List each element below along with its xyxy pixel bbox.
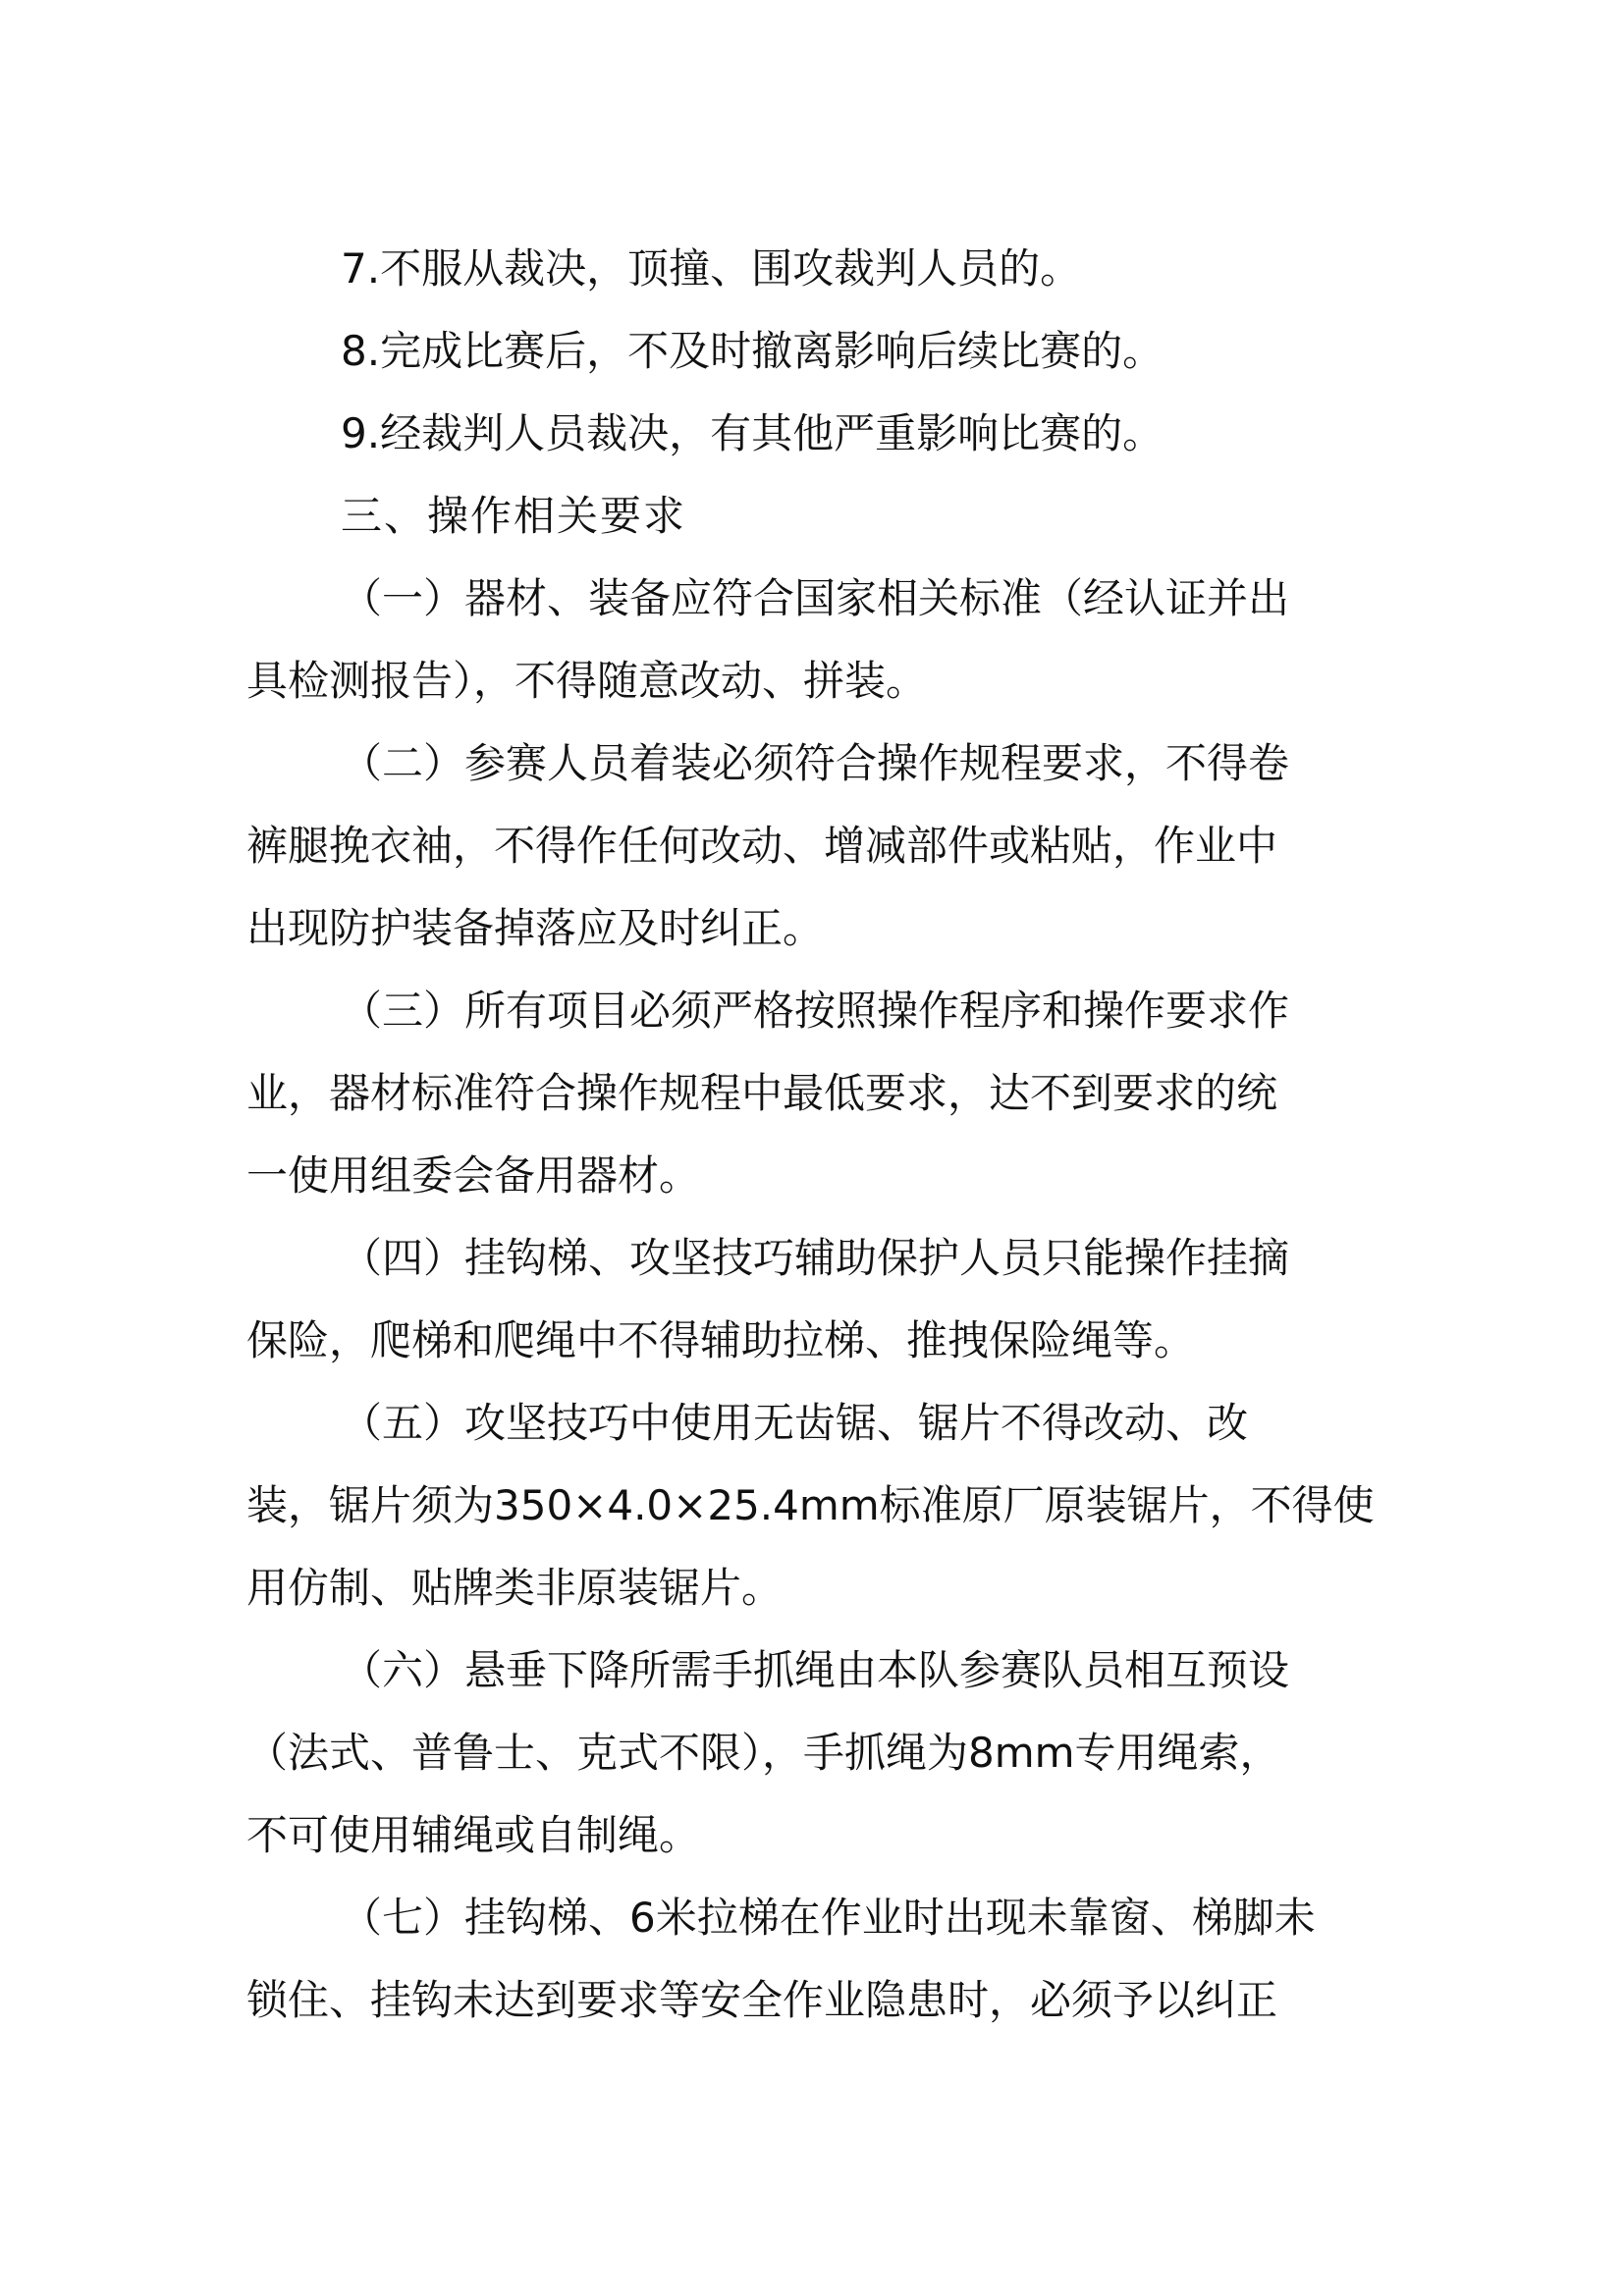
paragraph-4 [246, 1217, 1385, 1382]
paragraph-line: （四）挂钩梯、攻坚技巧辅助保护人员只能操作挂摘 [341, 1234, 1290, 1282]
paragraph-2 [246, 722, 1385, 970]
paragraph-line: （六）悬垂下降所需手抓绳由本队参赛队员相互预设 [341, 1646, 1290, 1694]
paragraph-6 [246, 1629, 1385, 1877]
paragraph-5 [246, 1382, 1385, 1629]
paragraph-line: （三）所有项目必须严格按照操作程序和操作要求作 [341, 987, 1290, 1035]
list-item-9: 9.经裁判人员裁决，有其他严重影响比赛的。 [341, 409, 1164, 457]
document-body [246, 228, 1385, 2042]
paragraph-3 [246, 970, 1385, 1217]
list-item-7: 7.不服从裁决，顶撞、围攻裁判人员的。 [341, 244, 1082, 293]
section-heading: 三、操作相关要求 [341, 492, 687, 540]
list-item-8: 8.完成比赛后，不及时撤离影响后续比赛的。 [341, 327, 1164, 375]
paragraph-line: 锁住、挂钩未达到要求等安全作业隐患时，必须予以纠正 [246, 1976, 1278, 2024]
paragraph-line: 具检测报告），不得随意改动、拼装。 [246, 657, 928, 705]
paragraph-line: （一）器材、装备应符合国家相关标准（经认证并出 [341, 574, 1290, 622]
paragraph-line: 出现防护装备掉落应及时纠正。 [246, 904, 825, 952]
paragraph-line: （法式、普鲁士、克式不限），手抓绳为8mm专用绳索， [246, 1729, 1281, 1777]
paragraph-line: （七）挂钩梯、6米拉梯在作业时出现未靠窗、梯脚未 [341, 1894, 1316, 1942]
paragraph-line: 装，锯片须为350×4.0×25.4mm标准原厂原装锯片，不得使 [246, 1481, 1375, 1529]
paragraph-line: 用仿制、贴牌类非原装锯片。 [246, 1564, 784, 1612]
paragraph-1 [246, 558, 1385, 722]
paragraph-7 [246, 1877, 1385, 2042]
paragraph-line: 保险，爬梯和爬绳中不得辅助拉梯、推拽保险绳等。 [246, 1316, 1196, 1364]
paragraph-line: （二）参赛人员着装必须符合操作规程要求，不得卷 [341, 739, 1290, 787]
paragraph-line: 业，器材标准符合操作规程中最低要求，达不到要求的统 [246, 1069, 1278, 1117]
paragraph-line: 一使用组委会备用器材。 [246, 1151, 701, 1200]
paragraph-line: 裤腿挽衣袖，不得作任何改动、增减部件或粘贴，作业中 [246, 822, 1278, 870]
paragraph-line: （五）攻坚技巧中使用无齿锯、锯片不得改动、改 [341, 1399, 1249, 1447]
paragraph-line: 不可使用辅绳或自制绳。 [246, 1811, 701, 1859]
